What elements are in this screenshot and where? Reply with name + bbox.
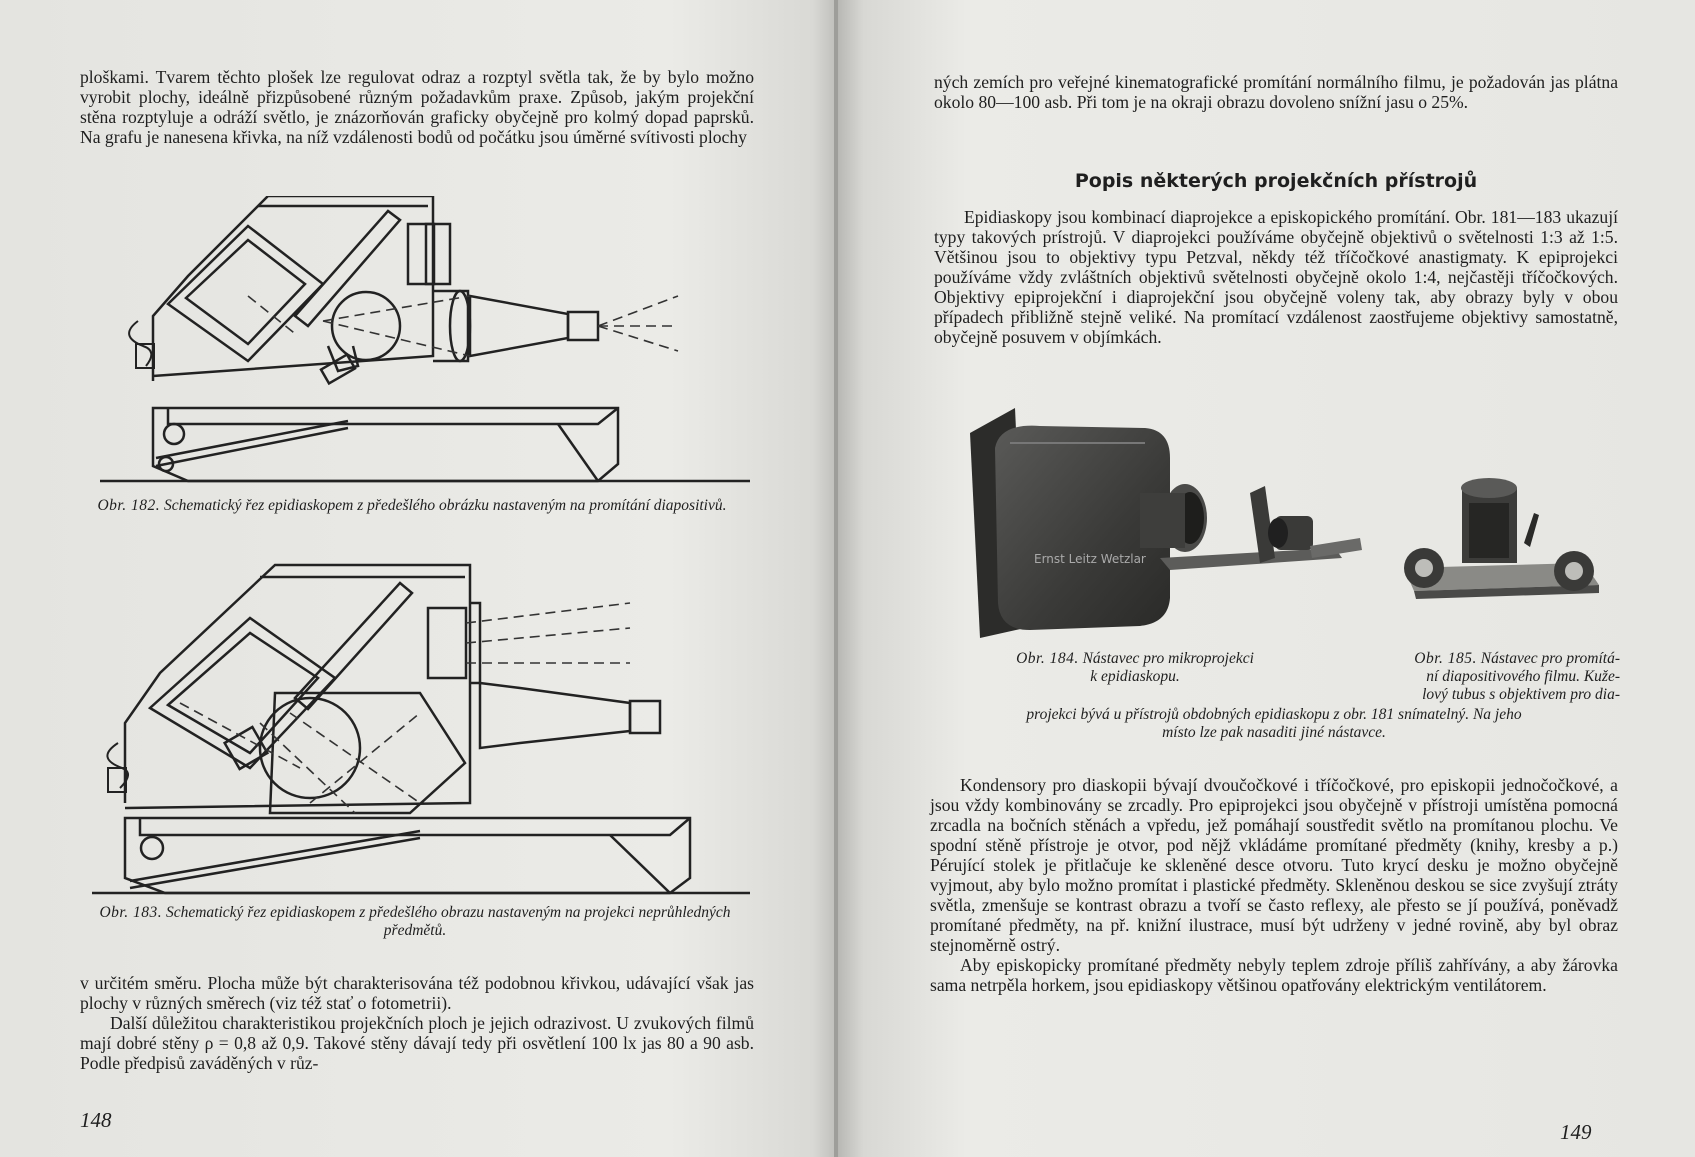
figure-182-label: Obr. 182. bbox=[97, 497, 161, 514]
figure-182-caption bbox=[74, 497, 750, 515]
figure-184-label: Obr. 184. bbox=[1016, 650, 1079, 667]
figure-183-label: Obr. 183. bbox=[99, 904, 163, 921]
figure-185-label: Obr. 185. bbox=[1414, 650, 1477, 667]
left-top-paragraph: ploškami. Tvarem těchto plošek lze regulovat odraz a rozptyl světla tak, že by bylo možno vyrobit plochy, ideálně přizpůsobené různým požadavkům praxe. Způsob, jakým projekční stěna rozptyluje a odráží světlo, je znázorňován graficky obyčejně pro kolmý dopad paprsků. Na grafu je nanesena křivka, na níž vzdálenosti bodů od počátku jsou úměrné svítivosti plochy bbox=[80, 67, 754, 147]
figure-184-caption: Obr. 184. Nástavec pro mikroprojekci k epidiaskopu. bbox=[1016, 650, 1254, 685]
right-paragraph-3: Aby episkopicky promítané předměty nebyly teplem zdroje příliš zahřívány, a aby žárovka sama netrpěla horkem, jsou epidiaskopy většinou opatřovány elektrickým ventilátorem. bbox=[930, 955, 1618, 995]
page-number-right: 149 bbox=[1560, 1120, 1592, 1144]
left-bottom-paragraph-2: Další důležitou charakteristikou projekčních ploch je jejich odrazivost. U zvukových filmů mají dobré stěny ρ = 0,8 až 0,9. Takové stěny dávají tedy při osvětlení 100 lx jas 80 a 90 asb. Podle předpisů zaváděných v růz- bbox=[80, 1013, 754, 1073]
figure-182-caption-text: Schematický řez epidiaskopem z předešlého obrázku nastaveným na promítání diapositivů. bbox=[164, 497, 727, 514]
left-bottom-text bbox=[80, 973, 754, 1073]
figure-183-caption bbox=[78, 904, 752, 940]
right-paragraph-2: Kondensory pro diaskopii bývají dvoučočkové i tříčočkové, pro episkopii jednočočkové, a jsou vždy kombinovány se zrcadly. Pro epiprojekci jsou obyčejně v přístroji umístěna pomocná zrcadla na bočních stěnách a vpředu, jež pomáhají soustředit světlo na promítanou plochu. Ve spodní stěně přístroje je otvor, pod nějž vkládáme promítané předměty (knihy, kresby a p.) Pérující stolek je přitlačuje ke skleněné desce otvoru. Tuto krycí desku je možno obyčejně vyjmout, aby bylo možno promítat i plastické předměty. Skleněnou deskou se sice zvyšují ztráty světla, zmenšuje se kontrast obrazu a tvoří se často reflexy, ale přesto se jí používá, poněvadž promítané předměty, na př. knižní ilustrace, musí být udrženy v jedné rovině, aby byl obraz stejnoměrně ostrý. bbox=[930, 775, 1618, 955]
figure-183-diagram bbox=[90, 563, 760, 898]
right-paragraph-1: Epidiaskopy jsou kombinací diaprojekce a episkopického promítání. Obr. 181—183 ukazují typy takových prístrojů. V diaprojekci používáme obyčejně objektivů o světelnosti 1:3 až 1:5. Většinou jsou to objektivy typu Petzval, někdy též tříčočkové anastigmaty. K epiprojekci používáme vždy zvláštních objektivů světelnosti obyčejně okolo 1:4, nejčastěji tříčočkových. Objektivy epiprojekční i diaprojekční jsou obyčejně voleny tak, aby obrazy byly v obou případech přibližně stejně veliké. Na promítací vzdálenost zaostřujeme objektivy samostatně, obyčejně posuvem v objímkách. bbox=[934, 207, 1618, 347]
page-number-left: 148 bbox=[80, 1108, 112, 1132]
figure-185-photo bbox=[1384, 473, 1624, 603]
figure-182-diagram bbox=[98, 196, 758, 488]
figure-185-caption: Obr. 185. Nástavec pro promítá- ní diapositivového filmu. Kuže- lový tubus s objektivem pro dia- bbox=[1414, 650, 1620, 703]
shared-figure-caption: projekci bývá u přístrojů obdobných epidiaskopu z obr. 181 snímatelný. Na jeho místo lze pak nasaditi jiné nástavce. bbox=[1026, 706, 1522, 741]
left-bottom-paragraph-1: v určitém směru. Plocha může být charakterisována též podobnou křivkou, udávající však jas plochy v různých směrech (viz též stať o fotometrii). bbox=[80, 973, 754, 1013]
section-heading: Popis některých projekčních přístrojů bbox=[1074, 170, 1478, 192]
left-page bbox=[0, 0, 838, 1157]
ernst-leitz-logo: Ernst Leitz Wetzlar bbox=[1034, 552, 1146, 566]
right-page bbox=[838, 0, 1695, 1157]
right-bottom-text bbox=[930, 775, 1618, 995]
figure-184-photo bbox=[970, 398, 1430, 643]
figure-183-caption-text: Schematický řez epidiaskopem z předešlého obrazu nastaveným na projekci neprůhledných předmětů. bbox=[165, 904, 731, 939]
right-top-paragraph: ných zemích pro veřejné kinematografické promítání normálního filmu, je požadován jas plátna okolo 80—100 asb. Při tom je na okraji obrazu dovoleno snížní jasu o 25%. bbox=[934, 72, 1618, 112]
